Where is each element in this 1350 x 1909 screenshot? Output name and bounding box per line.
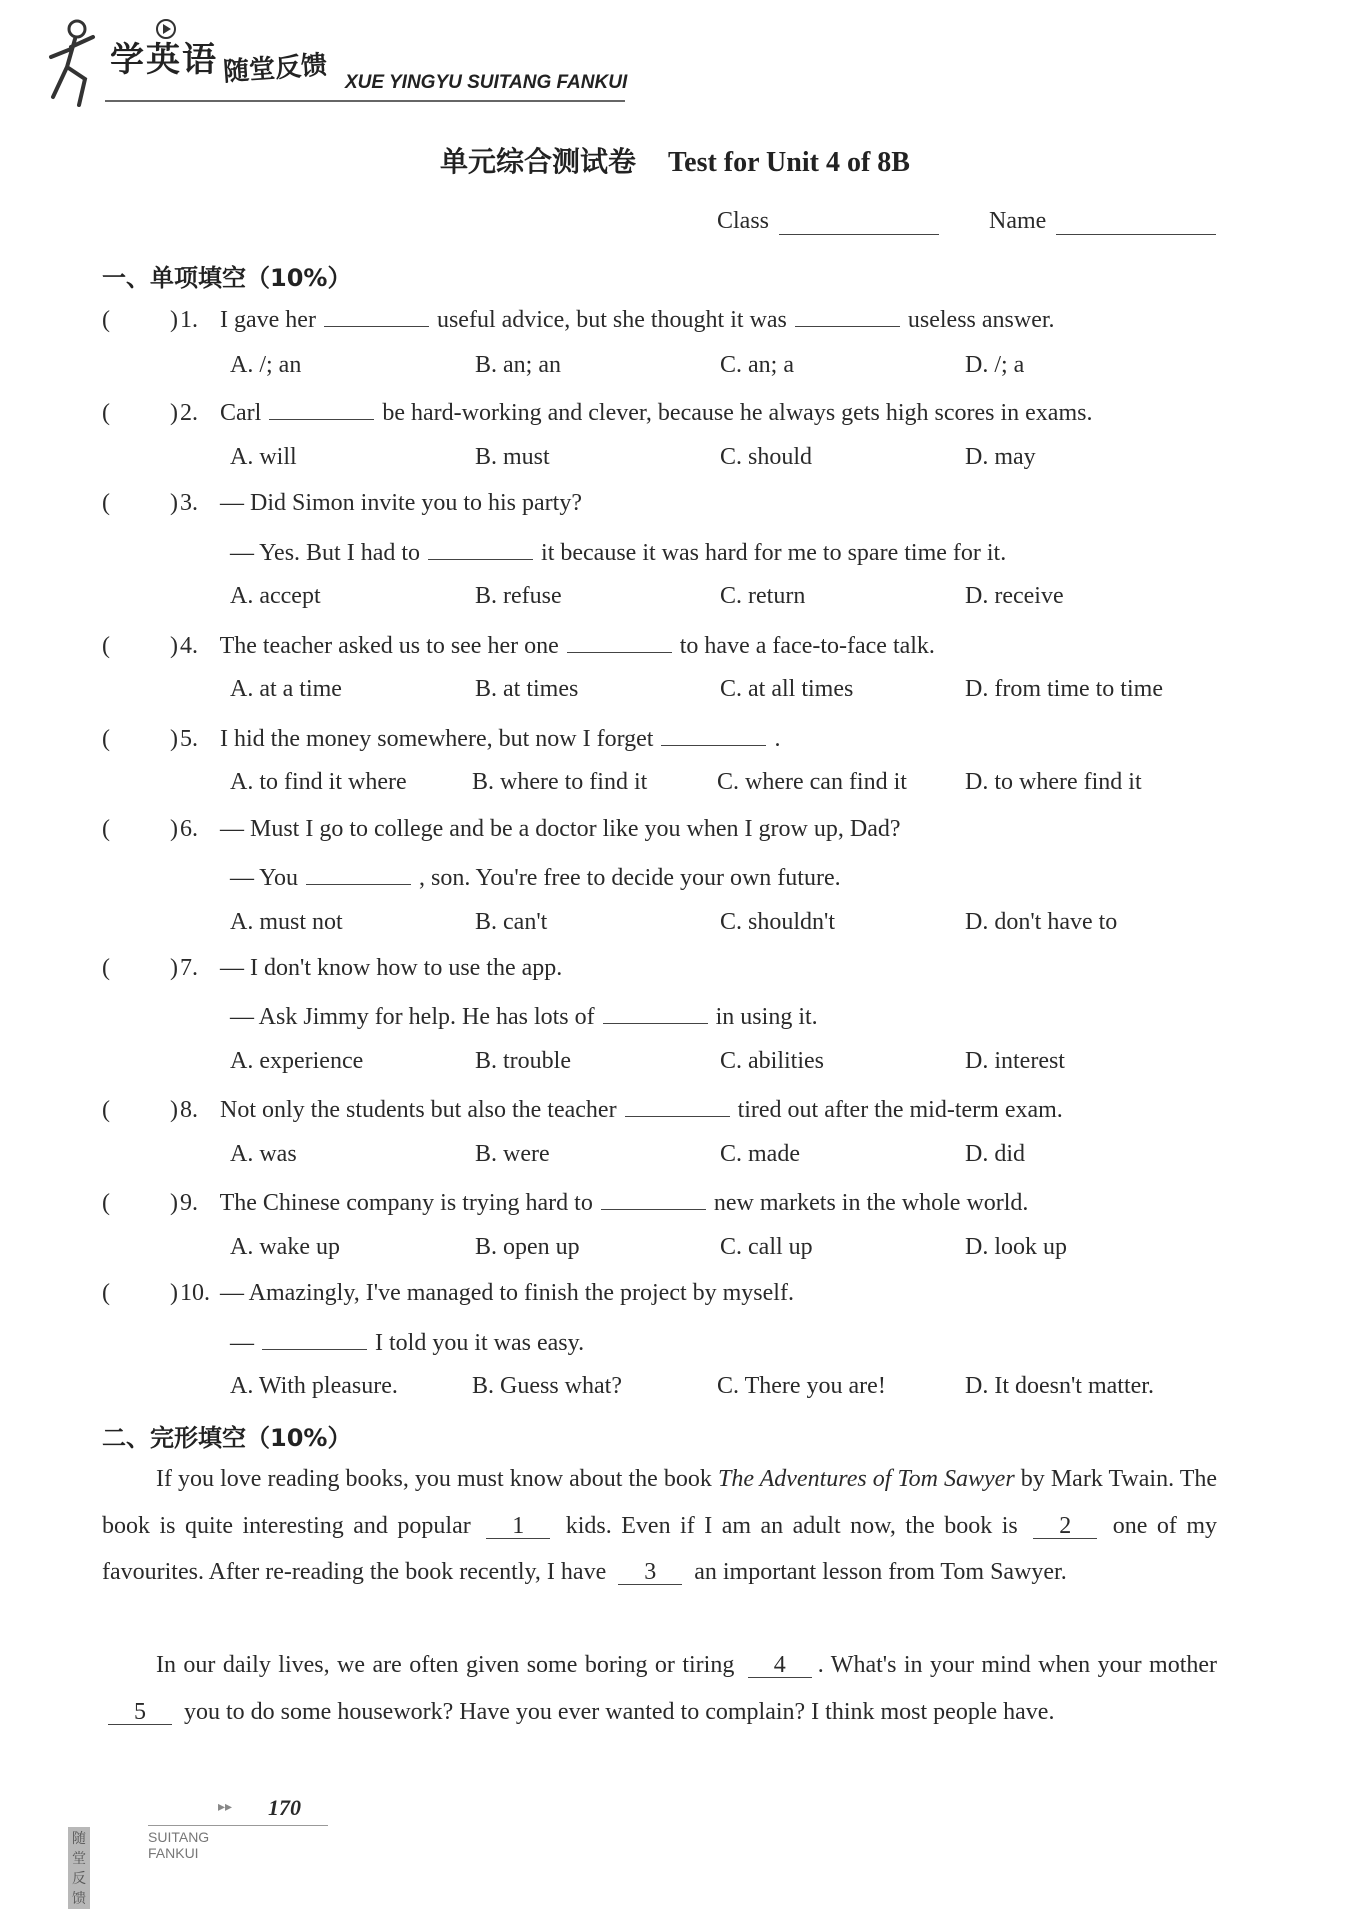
question-6: ( )6. — Must I go to college and be a doctor like you when I grow up, Dad? [102, 816, 901, 842]
option: B. an; an [475, 352, 561, 378]
option: B. trouble [475, 1048, 571, 1074]
footer-english: SUITANG FANKUI [148, 1829, 210, 1861]
option: B. were [475, 1141, 550, 1167]
cloze-blank-3[interactable]: 3 [618, 1560, 682, 1585]
section-1-title: 一、单项填空（10%） [102, 264, 352, 292]
answer-paren[interactable]: ( ) [102, 816, 178, 842]
brand-subtitle: 随堂反馈 [222, 50, 329, 88]
option: D. from time to time [965, 676, 1163, 702]
cloze-blank-1[interactable]: 1 [486, 1514, 550, 1539]
question-7: ( )7. — I don't know how to use the app. [102, 955, 563, 981]
answer-blank [306, 862, 411, 885]
answer-blank [795, 304, 900, 327]
answer-paren[interactable]: ( ) [102, 1280, 178, 1306]
question-7-reply: — Ask Jimmy for help. He has lots of in using it. [230, 1001, 818, 1031]
runner-logo-icon [45, 17, 105, 107]
answer-paren[interactable]: ( ) [102, 400, 178, 426]
option: A. will [230, 444, 297, 470]
answer-blank [603, 1001, 708, 1024]
class-field[interactable] [779, 210, 939, 235]
answer-blank [567, 630, 672, 653]
answer-paren[interactable]: ( ) [102, 1097, 178, 1123]
question-10: ( )10. — Amazingly, I've managed to finish the project by myself. [102, 1280, 794, 1306]
option: D. interest [965, 1048, 1065, 1074]
book-title: The Adventures of Tom Sawyer [717, 1466, 1015, 1492]
answer-blank [269, 397, 374, 420]
question-5: ( )5. I hid the money somewhere, but now I forget . [102, 723, 1220, 753]
cloze-paragraph-1: If you love reading books, you must know about the book The Adventures of Tom Sawyer by Mark Twain. The book is quite interesting and popular 1 kids. Even if I am an adult now, the book is 2 one of my favourites. After re-reading the book recently, I have 3 an important lesson from Tom Sawyer. [102, 1466, 1218, 1585]
option: D. look up [965, 1234, 1067, 1260]
answer-paren[interactable]: ( ) [102, 1190, 178, 1216]
answer-paren[interactable]: ( ) [102, 307, 178, 333]
cloze-paragraph-2: In our daily lives, we are often given some boring or tiring 4 . What's in your mind when your mother 5 you to do some housework? Have you ever wanted to complain? I think most people have. [102, 1642, 1217, 1735]
cloze-blank-5[interactable]: 5 [108, 1700, 172, 1725]
question-8: ( )8. Not only the students but also the teacher tired out after the mid-term exam. [102, 1094, 1220, 1124]
option: D. It doesn't matter. [965, 1373, 1154, 1399]
answer-blank [625, 1094, 730, 1117]
option: C. at all times [720, 676, 854, 702]
answer-blank [601, 1187, 706, 1210]
question-6-reply: — You , son. You're free to decide your own future. [230, 862, 841, 892]
title-en: Test for Unit 4 of 8B [668, 147, 910, 178]
question-4: ( )4. The teacher asked us to see her one to have a face-to-face talk. [102, 630, 1220, 660]
option: C. where can find it [717, 769, 907, 795]
option: A. accept [230, 583, 321, 609]
option: D. /; a [965, 352, 1025, 378]
option: C. call up [720, 1234, 813, 1260]
option: A. wake up [230, 1234, 340, 1260]
name-label: Name [989, 208, 1047, 234]
name-field[interactable] [1056, 210, 1216, 235]
title-cn: 单元综合测试卷 [440, 145, 637, 178]
option: C. return [720, 583, 806, 609]
answer-blank [428, 537, 533, 560]
question-9: ( )9. The Chinese company is trying hard to new markets in the whole world. [102, 1187, 1220, 1217]
option: A. at a time [230, 676, 342, 702]
option: B. Guess what? [472, 1373, 622, 1399]
page-number: 170 [268, 1795, 301, 1820]
option: B. can't [475, 909, 548, 935]
option: B. open up [475, 1234, 580, 1260]
answer-blank [324, 304, 429, 327]
option: A. to find it where [230, 769, 407, 795]
header-divider [105, 100, 625, 102]
option: D. did [965, 1141, 1025, 1167]
option: D. receive [965, 583, 1064, 609]
class-label: Class [717, 208, 770, 234]
cloze-blank-2[interactable]: 2 [1033, 1514, 1097, 1539]
option: B. must [475, 444, 550, 470]
question-3-reply: — Yes. But I had to it because it was hard for me to spare time for it. [230, 537, 1006, 567]
question-3: ( )3. — Did Simon invite you to his party? [102, 490, 582, 516]
option: C. shouldn't [720, 909, 836, 935]
section-2-title: 二、完形填空（10%） [102, 1424, 352, 1452]
answer-paren[interactable]: ( ) [102, 726, 178, 752]
question-1: ( )1. I gave her useful advice, but she thought it was useless answer. [102, 304, 1220, 334]
double-arrow-icon: ▸▸ [218, 1799, 233, 1815]
question-10-reply: — I told you it was easy. [230, 1327, 584, 1357]
option: A. was [230, 1141, 297, 1167]
page-title [0, 140, 1350, 180]
answer-blank [262, 1327, 367, 1350]
option: A. must not [230, 909, 343, 935]
option: D. may [965, 444, 1036, 470]
book-header [45, 12, 645, 107]
option: C. made [720, 1141, 800, 1167]
answer-blank [661, 723, 766, 746]
option: B. at times [475, 676, 579, 702]
cloze-blank-4[interactable]: 4 [748, 1653, 812, 1678]
footer-badge: 随堂反馈 [68, 1827, 90, 1909]
student-info [717, 208, 1224, 235]
answer-paren[interactable]: ( ) [102, 633, 178, 659]
option: A. /; an [230, 352, 302, 378]
option: C. abilities [720, 1048, 824, 1074]
option: C. There you are! [717, 1373, 886, 1399]
option: B. where to find it [472, 769, 648, 795]
brand-title: 学英语 [110, 40, 218, 80]
option: C. an; a [720, 352, 794, 378]
brand-english: XUE YINGYU SUITANG FANKUI [345, 72, 628, 93]
option: D. don't have to [965, 909, 1118, 935]
option: C. should [720, 444, 813, 470]
footer-divider [148, 1825, 328, 1826]
answer-paren[interactable]: ( ) [102, 490, 178, 516]
option: D. to where find it [965, 769, 1142, 795]
question-2: ( )2. Carl be hard-working and clever, because he always gets high scores in exams. [102, 397, 1220, 427]
option: A. experience [230, 1048, 364, 1074]
answer-paren[interactable]: ( ) [102, 955, 178, 981]
option: B. refuse [475, 583, 562, 609]
option: A. With pleasure. [230, 1373, 398, 1399]
